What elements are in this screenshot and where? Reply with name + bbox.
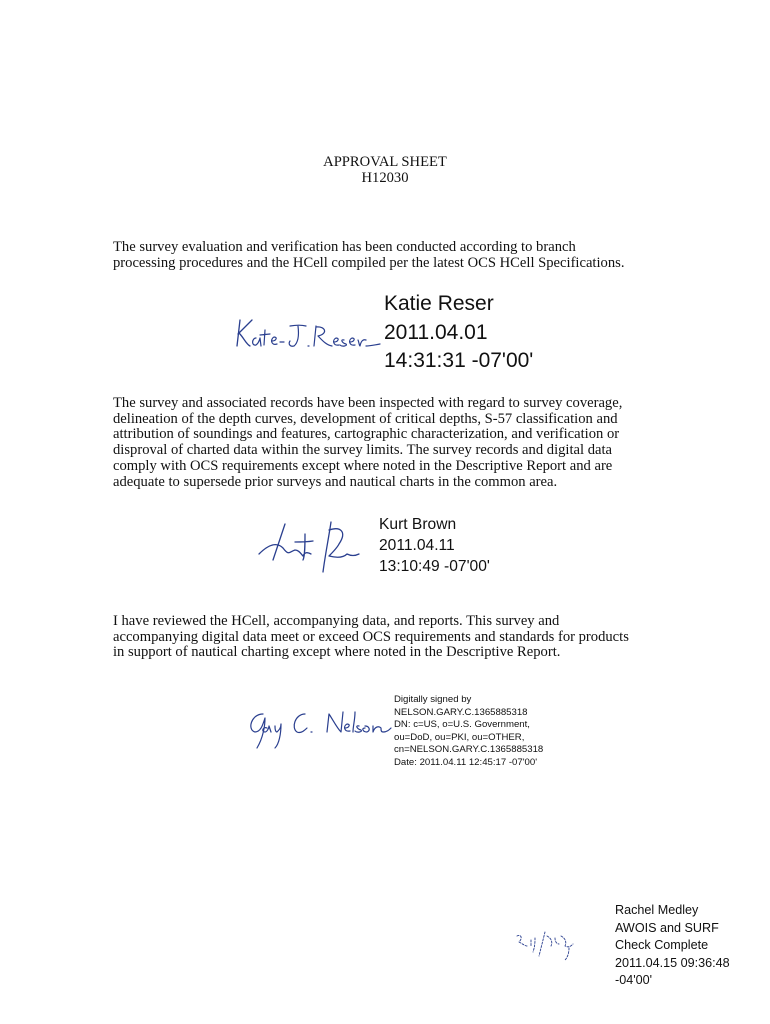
signed-time: 13:10:49 -07'00': [379, 558, 490, 575]
inspection-paragraph: The survey and associated records have been inspected with regard to survey coverage, delineation of the depth curves, development of critical depths, S-57 classification and attribution of soundings and features, cartographic characterization, and verification or disproval of charted data within the survey limits. The survey records and digital data comply with OCS requirements except where noted in the Descriptive Report and are adequate to supersede prior surveys and nautical charts in the common area.: [113, 395, 623, 490]
signature-line: 2011.04.15 09:36:48: [615, 955, 730, 970]
handwritten-signature-nelson: [245, 708, 395, 758]
signed-time: 14:31:31 -07'00': [384, 349, 534, 372]
signature-line: Date: 2011.04.11 12:45:17 -07'00': [394, 756, 538, 768]
signer-info-medley: [615, 902, 730, 990]
signer-name: Kurt Brown: [379, 516, 457, 533]
signature-medley: [0, 900, 770, 1000]
signature-line: cn=NELSON.GARY.C.1365885318: [394, 744, 544, 756]
signature-line: DN: c=US, o=U.S. Government,: [394, 719, 530, 731]
signature-line: Digitally signed by: [394, 694, 472, 705]
handwritten-signature-medley: [513, 928, 583, 968]
signature-nelson: [0, 690, 770, 780]
signature-line: -04'00': [615, 973, 653, 988]
signature-line: Check Complete: [615, 938, 709, 953]
handwritten-signature-brown: [255, 516, 375, 580]
review-paragraph: I have reviewed the HCell, accompanying data, and reports. This survey and accompanying digital data meet or exceed OCS requirements and standards for products in support of nautical charting except where noted in the Descriptive Report.: [113, 613, 629, 661]
signature-line: Rachel Medley: [615, 903, 699, 917]
digital-signature-details: [394, 694, 543, 770]
signature-line: NELSON.GARY.C.1365885318: [394, 706, 528, 718]
signature-reser: [0, 280, 770, 380]
signature-line: ou=DoD, ou=PKI, ou=OTHER,: [394, 731, 525, 743]
verification-paragraph: The survey evaluation and verification has been conducted according to branch processing procedures and the HCell compiled per the latest OCS HCell Specifications.: [113, 239, 625, 271]
signed-date: 2011.04.11: [379, 537, 455, 554]
sheet-header: [285, 154, 485, 186]
signature-line: AWOIS and SURF: [615, 920, 719, 935]
signature-brown: [0, 510, 770, 590]
sheet-title: APPROVAL SHEET: [323, 154, 447, 170]
survey-id: H12030: [361, 170, 409, 186]
signer-name: Katie Reser: [384, 292, 494, 315]
handwritten-signature-reser: [232, 316, 382, 356]
signer-info-reser: [384, 290, 533, 376]
signer-info-brown: [379, 514, 490, 577]
signed-date: 2011.04.01: [384, 320, 488, 344]
